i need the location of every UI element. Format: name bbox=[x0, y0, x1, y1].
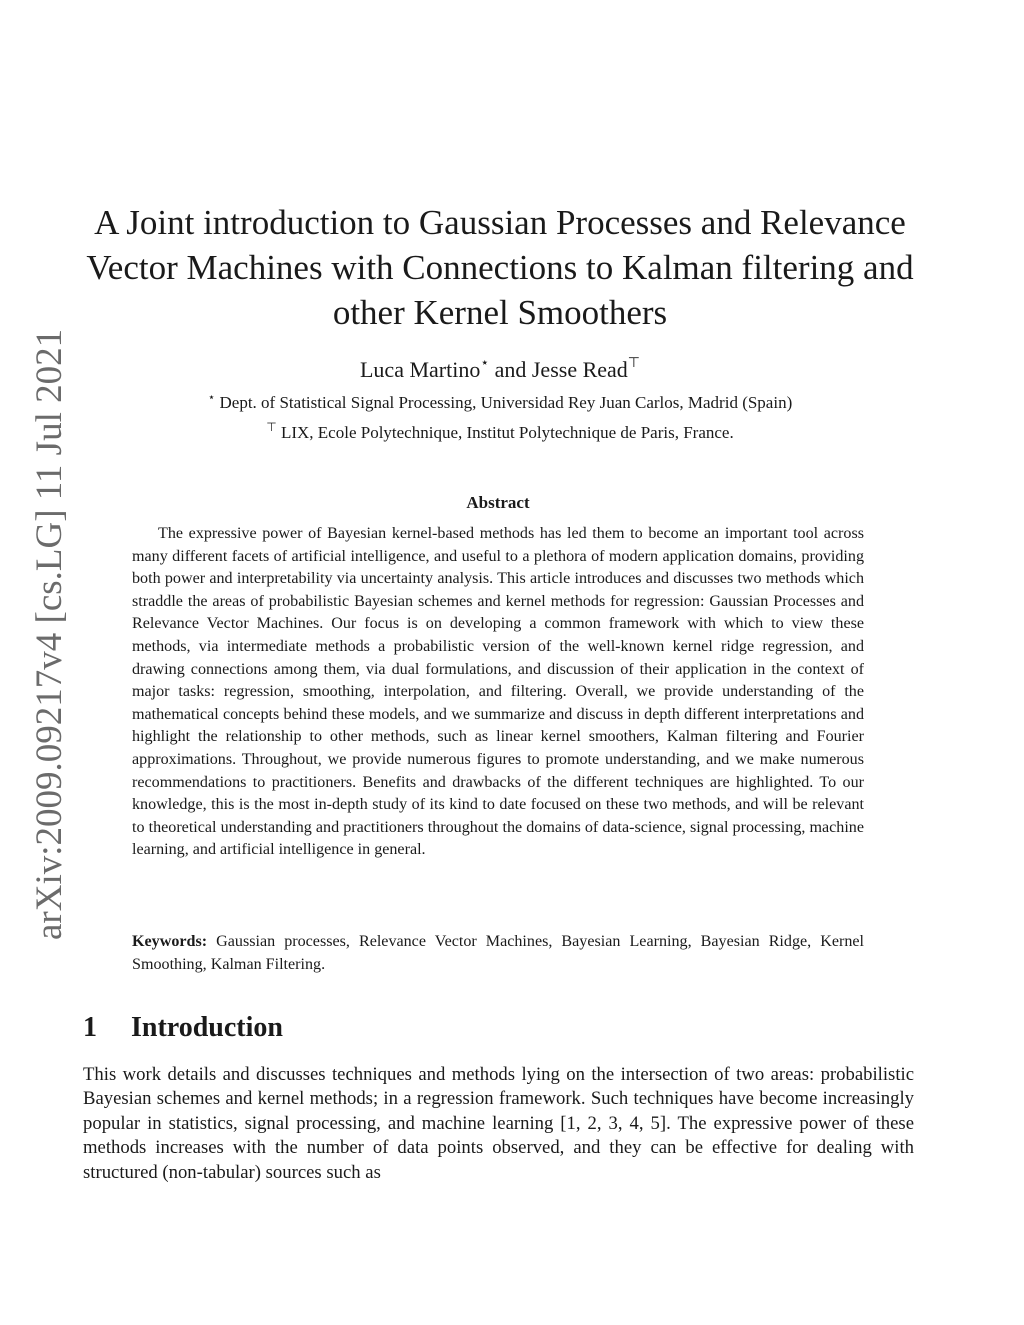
affiliation-text: Dept. of Statistical Signal Processing, Universidad Rey Juan Carlos, Madrid (Spain) bbox=[219, 393, 793, 412]
section-number: 1 bbox=[83, 1012, 97, 1043]
paper-title: A Joint introduction to Gaussian Processes and Relevance Vector Machines with Connections to Kalman filtering and other Kernel Smoothers bbox=[86, 203, 914, 332]
author-line bbox=[100, 356, 900, 384]
abstract-body: The expressive power of Bayesian kernel-based methods has led them to become an important tool across many different facets of artificial intelligence, and useful to a plethora of modern application domains, providing both power and interpretability via uncertainty analysis. This article introduces and discusses two methods which straddle the areas of probabilistic Bayesian schemes and kernel methods for regression: Gaussian Processes and Relevance Vector Machines. Our focus is on developing a common framework with which to view these methods, via intermediate methods a probabilistic version of the well-known kernel ridge regression, and drawing connections among them, via dual formulations, and discussion of their application in the context of major tasks: regression, smoothing, interpolation, and filtering. Overall, we provide understanding of the mathematical concepts behind these models, and we summarize and discuss in depth different interpretations and highlight the relationship to other methods, such as linear kernel smoothers, Kalman filtering and Fourier approximations. Throughout, we provide numerous figures to promote understanding, and we make numerous recommendations to practitioners. Benefits and drawbacks of the different techniques are highlighted. To our knowledge, this is the most in-depth study of its kind to date focused on these two methods, and will be relevant to theoretical understanding and practitioners throughout the domains of data-science, signal processing, machine learning, and artificial intelligence in general. bbox=[132, 525, 864, 859]
section-title: Introduction bbox=[131, 1012, 283, 1043]
author-name: Jesse Read bbox=[531, 357, 628, 382]
affiliation-line bbox=[60, 392, 940, 414]
section-heading bbox=[83, 1008, 283, 1048]
affiliation-line bbox=[60, 422, 940, 444]
keywords-paragraph bbox=[132, 931, 864, 976]
affiliation-text: LIX, Ecole Polytechnique, Institut Polytechnique de Paris, France. bbox=[280, 423, 734, 442]
keywords-label: Keywords: bbox=[132, 933, 208, 950]
affiliation-mark: ⊤ bbox=[266, 420, 277, 434]
author-name: Luca Martino bbox=[359, 357, 481, 382]
affiliation-mark: ⋆ bbox=[207, 390, 216, 404]
keywords-list: Gaussian processes, Relevance Vector Machines, Bayesian Learning, Bayesian Ridge, Kernel Smoothing, Kalman Filtering. bbox=[132, 933, 864, 973]
arxiv-identifier-stamp: arXiv:2009.09217v4 [cs.LG] 11 Jul 2021 bbox=[29, 328, 70, 940]
author-conjunction: and bbox=[489, 357, 532, 382]
author-affiliation-mark: ⋆ bbox=[480, 356, 490, 371]
author-affiliation-mark: ⊤ bbox=[627, 356, 640, 371]
introduction-body: This work details and discusses techniques and methods lying on the intersection of two areas: probabilistic Bayesian schemes and kernel methods; in a regression framework. Such techniques have become increasingly popular in statistics, signal processing, and machine learning [1, 2, 3, 4, 5]. The expressive power of these methods increases with the number of data points observed, and they can be effective for dealing with structured (non-tabular) sources such as bbox=[83, 1064, 914, 1183]
abstract-heading: Abstract bbox=[466, 493, 530, 512]
